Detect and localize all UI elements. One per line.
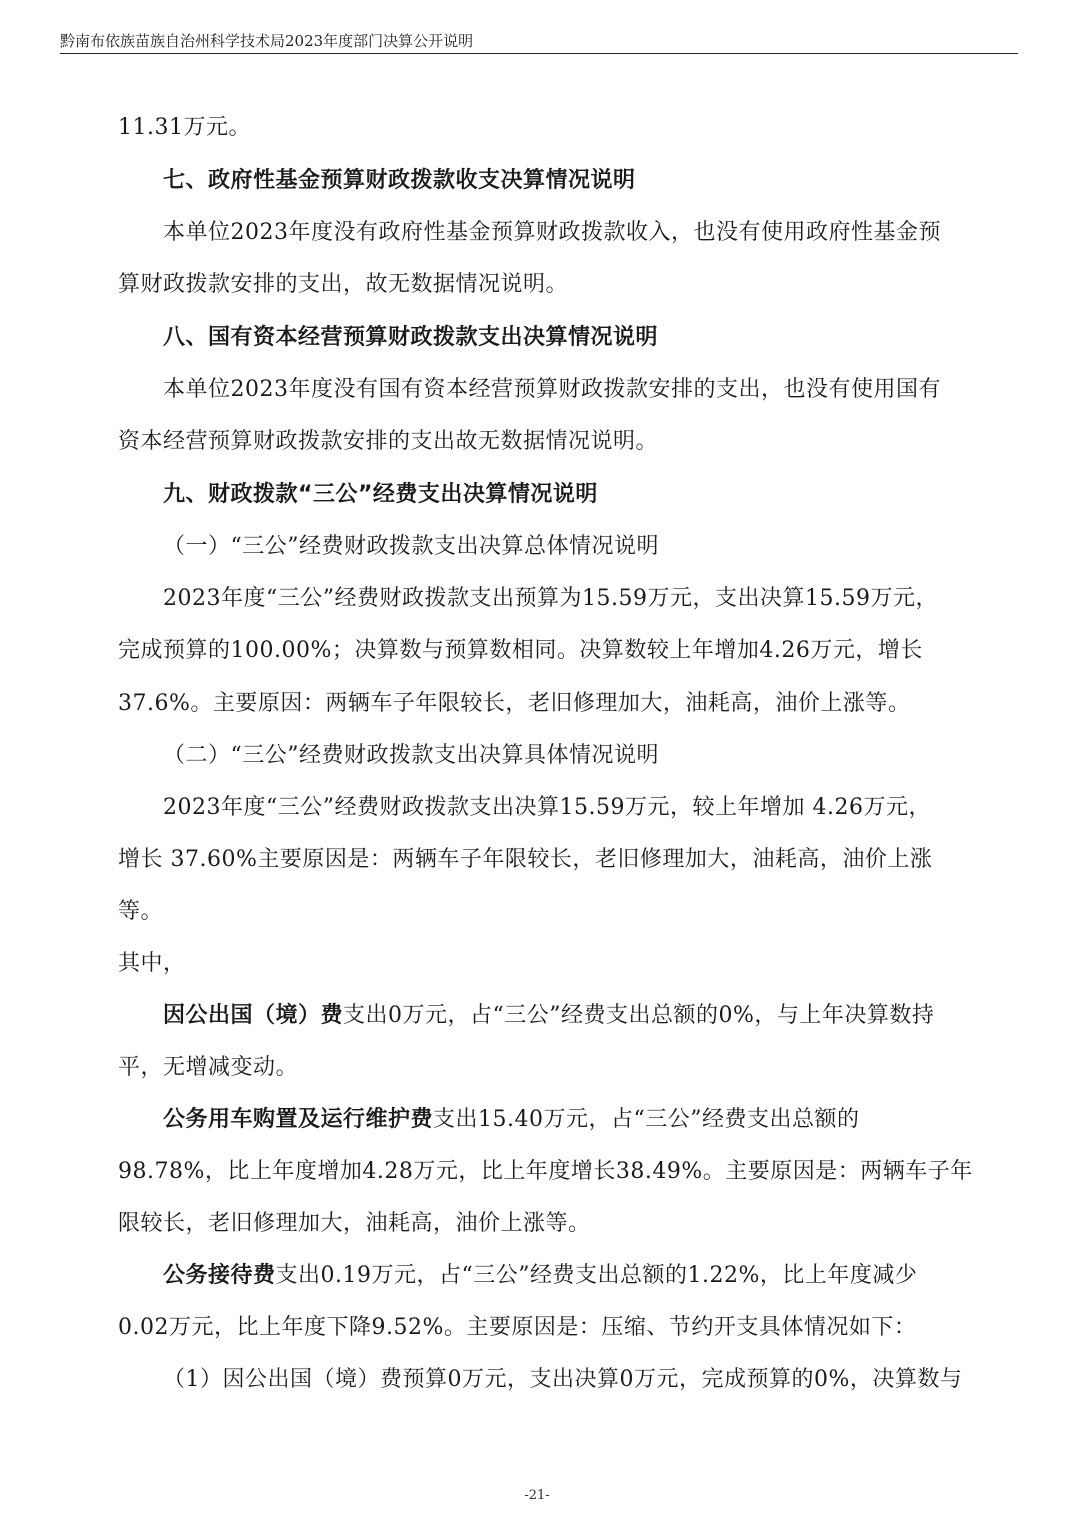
body-line: 其中，: [118, 951, 186, 976]
body-line: 2023年度“三公”经费财政拨款支出预算为15.59万元，支出决算15.59万元，: [163, 586, 938, 611]
body-line: 平，无增减变动。: [118, 1055, 299, 1080]
subheading-2: （二）“三公”经费财政拨款支出决算具体情况说明: [163, 743, 659, 768]
body-line: 0.02万元，比上年度下降9.52%。主要原因是：压缩、节约开支具体情况如下：: [118, 1315, 917, 1340]
page-number: -21-: [524, 1488, 550, 1503]
body-line: 算财政拨款安排的支出，故无数据情况说明。: [118, 272, 569, 297]
body-line: 2023年度“三公”经费财政拨款支出决算15.59万元，较上年增加 4.26万元，: [163, 795, 931, 820]
body-line: 本单位2023年度没有政府性基金预算财政拨款收入，也没有使用政府性基金预: [163, 220, 941, 245]
body-line: 等。: [118, 899, 164, 924]
section-heading-7: 七、政府性基金预算财政拨款收支决算情况说明: [163, 168, 636, 193]
body-line: 限较长，老旧修理加大，油耗高，油价上涨等。: [118, 1211, 591, 1236]
body-line: 完成预算的100.00%；决算数与预算数相同。决算数较上年增加4.26万元，增长: [118, 638, 923, 663]
section-heading-8: 八、国有资本经营预算财政拨款支出决算情况说明: [163, 325, 659, 350]
body-line: 37.6%。主要原因：两辆车子年限较长，老旧修理加大，油耗高，油价上涨等。: [118, 691, 911, 716]
body-line: [163, 1258, 917, 1289]
bold-label-vehicles: 公务用车购置及运行维护费: [163, 1107, 434, 1132]
header-rule: [60, 53, 1018, 54]
running-header: 黔南布依族苗族自治州科学技术局2023年度部门决算公开说明: [60, 32, 474, 50]
bold-label-overseas: 因公出国（境）费: [163, 1003, 344, 1028]
body-line: 资本经营预算财政拨款安排的支出故无数据情况说明。: [118, 429, 659, 454]
body-line: 增长 37.60%主要原因是：两辆车子年限较长，老旧修理加大，油耗高，油价上涨: [118, 847, 933, 872]
subheading-1: （一）“三公”经费财政拨款支出决算总体情况说明: [163, 534, 659, 559]
line-text: 支出15.40万元，占“三公”经费支出总额的: [433, 1107, 860, 1132]
body-line: [163, 998, 934, 1029]
body-line: 98.78%，比上年度增加4.28万元，比上年度增长38.49%。主要原因是：两辆车子年: [118, 1159, 973, 1184]
body-line: 11.31万元。: [118, 115, 251, 140]
body-line: [163, 1102, 860, 1133]
section-heading-9: 九、财政拨款“三公”经费支出决算情况说明: [163, 482, 598, 507]
body-line: （1）因公出国（境）费预算0万元，支出决算0万元，完成预算的0%，决算数与: [163, 1367, 963, 1392]
line-text: 支出0.19万元，占“三公”经费支出总额的1.22%，比上年度减少: [275, 1263, 918, 1288]
body-line: 本单位2023年度没有国有资本经营预算财政拨款安排的支出，也没有使用国有: [163, 377, 941, 402]
bold-label-reception: 公务接待费: [163, 1263, 276, 1288]
line-text: 支出0万元，占“三公”经费支出总额的0%，与上年决算数持: [343, 1003, 935, 1028]
